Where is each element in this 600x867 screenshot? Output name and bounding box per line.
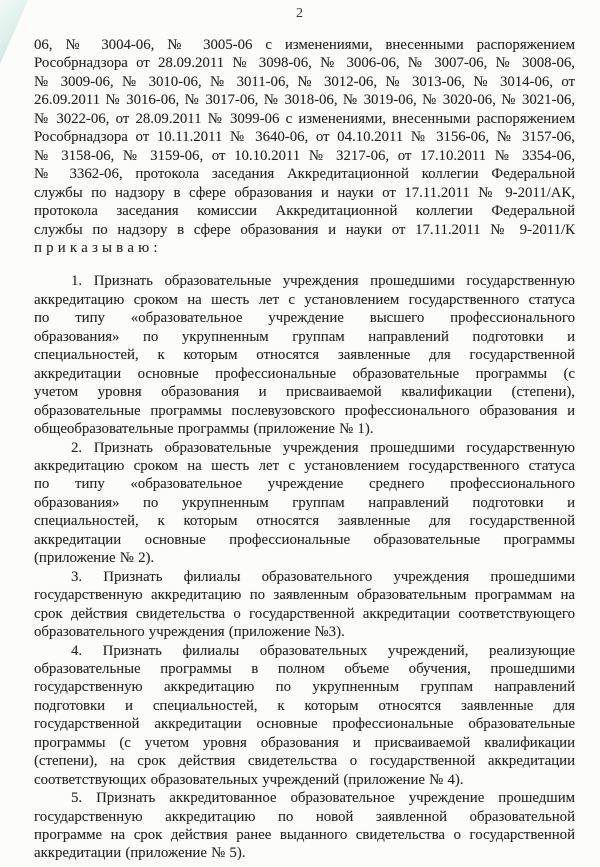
text-line: образовательного учреждения (приложение №3). bbox=[34, 624, 345, 641]
text-line: подготовки и специальностей, к которым относятся заявленные для bbox=[34, 697, 575, 714]
text-line: по типу «образовательное учреждение среднего профессионального bbox=[34, 476, 575, 493]
text-line: общеобразовательные программы (приложение № 1). bbox=[34, 421, 374, 438]
text-line: № 3362-06, протокола заседания Аккредитационной коллегии Федеральной bbox=[34, 166, 575, 183]
text-line: 1. Признать образовательные учреждения прошедшими государственную bbox=[71, 273, 575, 290]
text-line: 5. Признать аккредитованное образовательное учреждение прошедшим bbox=[71, 790, 575, 807]
text-line: протокола заседания комиссии Аккредитационной коллегии Федеральной bbox=[34, 203, 575, 220]
paragraph-item-5 bbox=[34, 789, 575, 863]
paragraph-item-3 bbox=[34, 568, 575, 642]
text-line: специальностей, к которым относятся заявленные для государственной bbox=[34, 347, 575, 364]
text-line: Рособрнадзора от 28.09.2011 № 3098-06, № 3006-06, № 3007-06, № 3008-06, bbox=[34, 55, 575, 72]
text-line: соответствующих образовательных учреждений (приложение № 4). bbox=[34, 771, 464, 788]
text-line: аккредитации основные профессиональные образовательные программы (с bbox=[34, 365, 575, 382]
text-line: аккредитацию сроком на шесть лет с установлением государственного статуса bbox=[34, 291, 575, 308]
text-line: образовательные программы послевузовского профессионального образования и bbox=[34, 402, 575, 419]
page-number: 2 bbox=[296, 6, 304, 21]
text-line: по типу «образовательное учреждение высшего профессионального bbox=[34, 310, 575, 327]
paragraph-item-2 bbox=[34, 439, 575, 568]
text-line: государственной аккредитации основные профессиональные образовательные bbox=[34, 716, 575, 733]
text-line: № 3158-06, № 3159-06, от 10.10.2011 № 3217-06, от 17.10.2011 № 3354-06, bbox=[34, 147, 575, 164]
text-line: программе на срок действия ранее выданного свидетельства о государственной bbox=[34, 827, 575, 844]
paragraph-item-1 bbox=[34, 272, 575, 438]
text-line: программы (с учетом уровня образования и присваиваемой квалификации bbox=[34, 734, 575, 751]
text-line: специальностей, к которым относятся заявленные для государственной bbox=[34, 513, 575, 530]
text-line: учетом уровня образования и присваиваемой квалификации (степени), bbox=[34, 384, 575, 401]
text-line: Рособрнадзора от 10.11.2011 № 3640-06, от 04.10.2011 № 3156-06, № 3157-06, bbox=[34, 129, 575, 146]
text-line: № 3022-06, от 28.09.2011 № 3099-06 с изменениями, внесенными распоряжением bbox=[34, 110, 575, 127]
text-line: (приложение № 2). bbox=[34, 550, 155, 567]
text-line: 06, № 3004-06, № 3005-06 с изменениями, внесенными распоряжением bbox=[34, 37, 575, 53]
text-line: аккредитации (приложение № 5). bbox=[34, 845, 246, 862]
text-line: государственную аккредитацию по новой заявленной образовательной bbox=[34, 808, 575, 825]
text-line: п р и к а з ы в а ю : bbox=[34, 239, 158, 256]
text-line: 26.09.2011 № 3016-06, № 3017-06, № 3018-06, № 3019-06, № 3020-06, № 3021-06, bbox=[34, 92, 575, 109]
text-line: аккредитации основные профессиональные образовательные программы bbox=[34, 531, 575, 548]
text-line: 3. Признать филиалы образовательного учреждения прошедшими bbox=[71, 568, 575, 585]
text-line: службы по надзору в сфере образования и науки от 17.11.2011 № 9-2011/К bbox=[34, 221, 575, 238]
text-line: государственную аккредитацию по укрупненным группам направлений bbox=[34, 679, 575, 696]
paragraph-item-4 bbox=[34, 642, 575, 790]
text-line: образовательные программы в полном объеме обучения, прошедшими bbox=[34, 660, 575, 677]
text-line: государственную аккредитацию по заявленным образовательным программам на bbox=[34, 587, 575, 604]
text-line: № 3009-06, № 3010-06, № 3011-06, № 3012-06, № 3013-06, № 3014-06, от bbox=[34, 73, 575, 90]
document-body bbox=[34, 36, 575, 863]
text-line: 4. Признать филиалы образовательных учреждений, реализующие bbox=[71, 642, 575, 659]
text-line: аккредитацию сроком на шесть лет с установлением государственного статуса bbox=[34, 457, 575, 474]
text-line: образования» по укрупненным группам направлений подготовки и bbox=[34, 328, 575, 345]
text-line: образования» по укрупненным группам направлений подготовки и bbox=[34, 494, 575, 511]
paragraph-intro-continuation bbox=[34, 36, 575, 257]
text-line: службы по надзору в сфере образования и науки от 17.11.2011 № 9-2011/АК, bbox=[34, 184, 575, 201]
text-line: (степени), на срок действия свидетельства о государственной аккредитации bbox=[34, 753, 575, 770]
text-line: 2. Признать образовательные учреждения прошедшими государственную bbox=[71, 439, 575, 456]
text-line: срок действия свидетельства о государственной аккредитации соответствующего bbox=[34, 605, 575, 622]
